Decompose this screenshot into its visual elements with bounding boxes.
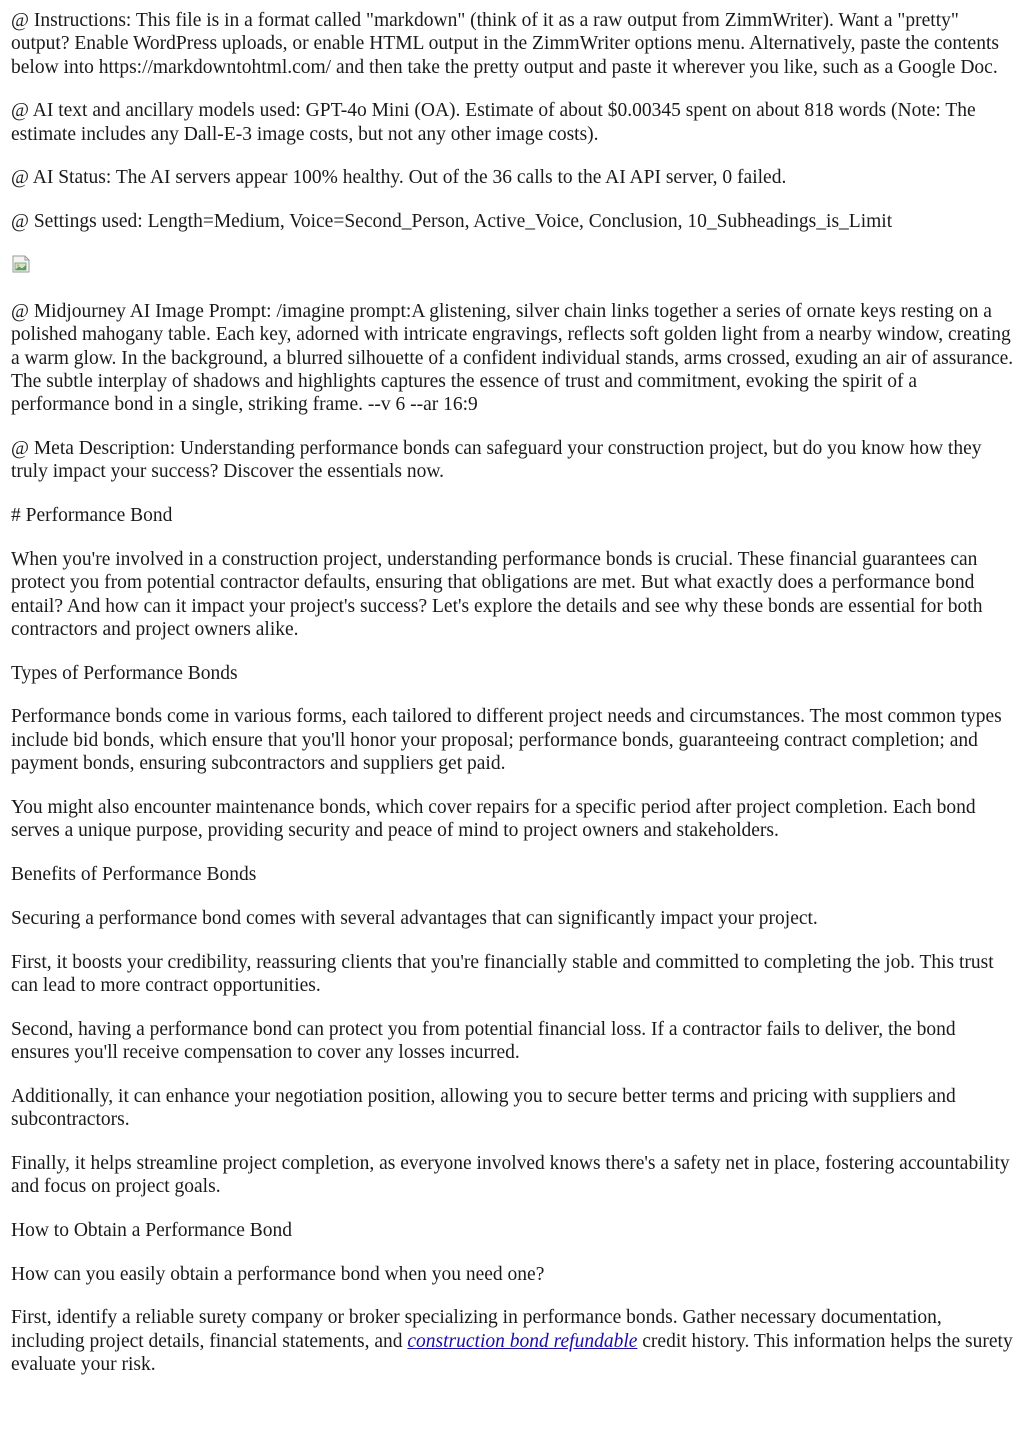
broken-image-icon <box>11 254 31 274</box>
benefits-heading: Benefits of Performance Bonds <box>11 863 257 885</box>
models-paragraph: @ AI text and ancillary models used: GPT-4o Mini (OA). Estimate of about $0.00345 spent on about 818 words (Note: The estimate includes any Dall-E-3 image costs, but not any other image costs). <box>11 100 976 145</box>
intro-paragraph: When you're involved in a construction project, understanding performance bonds is crucial. These financial guarantees can protect you from potential contractor defaults, ensuring that obligations are met. But what exactly does a performance bond entail? And how can it impact your project's success? Let's explore the details and see why these bonds are essential for both contractors and project owners alike. <box>11 548 983 640</box>
meta-description-paragraph: @ Meta Description: Understanding performance bonds can safeguard your construction project, but do you know how they truly impact your success? Discover the essentials now. <box>11 438 982 483</box>
types-paragraph-2: You might also encounter maintenance bonds, which cover repairs for a specific period after project completion. Each bond serves a unique purpose, providing security and peace of mind to project owners and stakeholders. <box>11 796 976 842</box>
benefits-paragraph-2: First, it boosts your credibility, reassuring clients that you're financially stable and committed to completing the job. This trust can lead to more contract opportunities. <box>11 951 994 996</box>
benefits-paragraph-3: Second, having a performance bond can protect you from potential financial loss. If a contractor fails to deliver, the bond ensures you'll receive compensation to cover any losses incurred. <box>11 1018 956 1063</box>
instructions-paragraph: @ Instructions: This file is in a format called "markdown" (think of it as a raw output from ZimmWriter). Want a "pretty" output? Enable WordPress uploads, or enable HTML output in the ZimmWriter options menu. Alternatively, paste the contents below into https://markdowntohtml.com/ and then take the pretty output and paste it wherever you like, such as a Google Doc. <box>11 10 999 78</box>
midjourney-prompt-paragraph: @ Midjourney AI Image Prompt: /imagine prompt:A glistening, silver chain links together a series of ornate keys resting on a polished mahogany table. Each key, adorned with intricate engravings, reflects soft golden light from a nearby window, creating a warm glow. In the background, a blurred silhouette of a confident individual stands, arms crossed, exuding an air of assurance. The subtle interplay of shadows and highlights captures the essence of trust and commitment, evoking the spirit of a performance bond in a single, striking frame. --v 6 --ar 16:9 <box>11 301 1014 416</box>
benefits-paragraph-1: Securing a performance bond comes with several advantages that can significantly impact your project. <box>11 907 818 929</box>
settings-paragraph: @ Settings used: Length=Medium, Voice=Second_Person, Active_Voice, Conclusion, 10_Subheadings_is_Limit <box>11 211 893 233</box>
types-heading: Types of Performance Bonds <box>11 662 238 684</box>
types-paragraph-1: Performance bonds come in various forms, each tailored to different project needs and circumstances. The most common types include bid bonds, which ensure that you'll honor your proposal; performance bonds, guaranteeing contract completion; and payment bonds, ensuring subcontractors and suppliers get paid. <box>11 706 1002 775</box>
article-title: # Performance Bond <box>11 505 173 527</box>
obtain-heading: How to Obtain a Performance Bond <box>11 1219 293 1241</box>
benefits-paragraph-4: Additionally, it can enhance your negotiation position, allowing you to secure better terms and pricing with suppliers and subcontractors. <box>11 1085 956 1130</box>
ai-status-paragraph: @ AI Status: The AI servers appear 100% healthy. Out of the 36 calls to the AI API server, 0 failed. <box>11 167 787 189</box>
obtain-paragraph-2 <box>11 1306 1014 1376</box>
benefits-paragraph-5: Finally, it helps streamline project completion, as everyone involved knows there's a safety net in place, fostering accountability and focus on project goals. <box>11 1152 1010 1198</box>
construction-bond-refundable-link[interactable]: construction bond refundable <box>407 1330 638 1352</box>
obtain-paragraph-1: How can you easily obtain a performance bond when you need one? <box>11 1263 545 1285</box>
obtain-text-after-link: credit history. This information helps the surety evaluate your risk. <box>11 1330 1013 1376</box>
obtain-text-before-link: First, identify a reliable surety company or broker specializing in performance bonds. Gather necessary documentation, including project details, financial statements, and <box>11 1307 942 1352</box>
